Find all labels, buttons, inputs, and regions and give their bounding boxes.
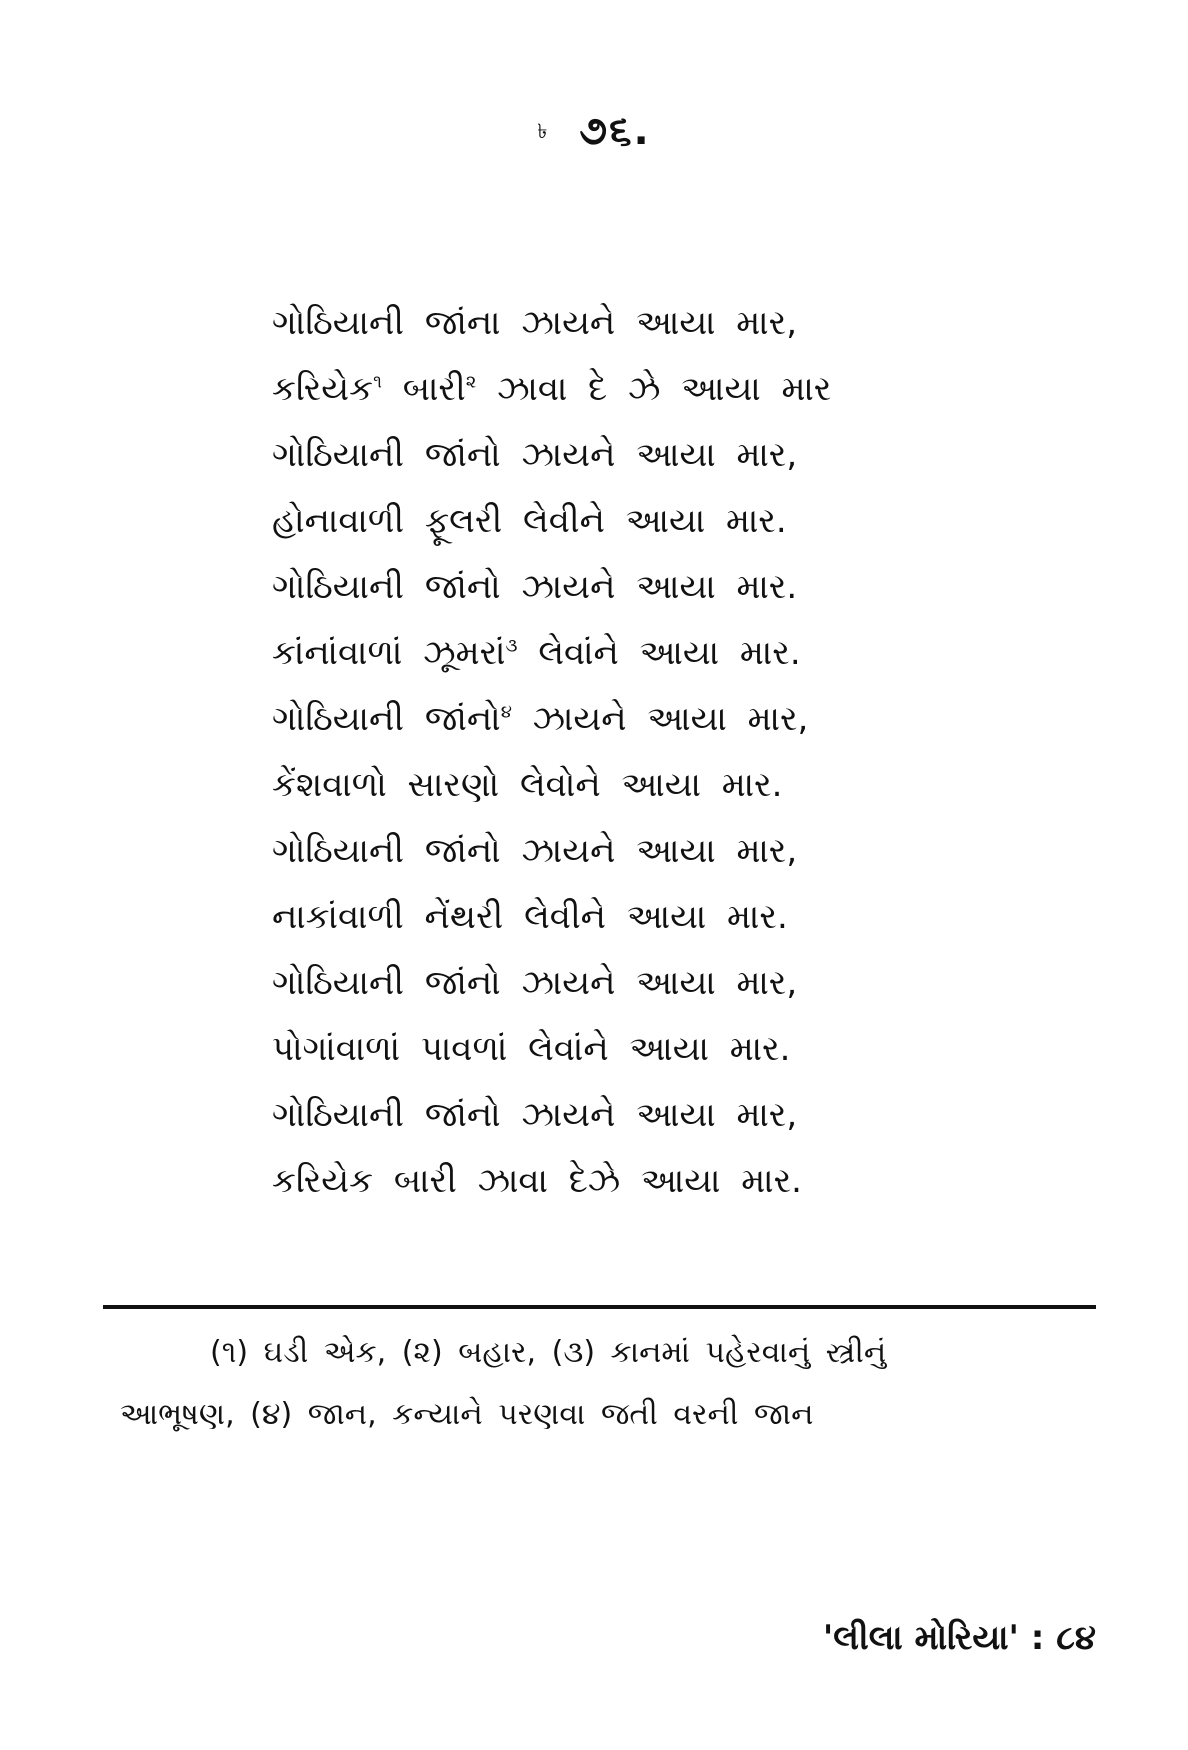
footnote-ref: ૩ [505,635,518,657]
poem-line: ગોઠિયાની જાંના ઝાયને આયા માર, [272,303,798,343]
footnote-line: આભૂષણ, (૪) જાન, કન્યાને પરણવા જતી વરની જાન [120,1397,814,1432]
poem-line: ગોઠિયાની જાંનો ઝાયને આયા માર, [272,831,798,871]
poem-line: કરિયેક$^૧$ બારી$^૨$ ઝાવા દે ઝે આયા માર [272,369,832,409]
footnote-divider [103,1305,1096,1309]
page-number [0,108,1188,154]
source-citation: 'લીલા મોરિયા' : ૮૪ [822,1618,1096,1658]
poem-line: ગોઠિયાની જાંનો$^૪$ ઝાયને આયા માર, [272,699,809,739]
page-number-mark: ৳ [537,118,550,143]
footnotes [120,1322,1096,1446]
poem [272,290,932,1214]
footnote-ref: ૨ [465,371,477,393]
footnote-ref: ૧ [373,371,382,393]
page-number-text: ૭૬. [579,108,651,154]
footnote-ref: ૪ [500,701,512,723]
poem-line: ગોઠિયાની જાંનો ઝાયને આયા માર, [272,963,798,1003]
poem-line: ગોઠિયાની જાંનો ઝાયને આયા માર, [272,1095,798,1135]
poem-line: પોગાંવાળાં પાવળાં લેવાંને આયા માર. [272,1029,791,1069]
footnote-line: (૧) ઘડી એક, (૨) બહાર, (૩) કાનમાં પહેરવાનું સ્ત્રીનું [210,1335,887,1370]
poem-line: હોનાવાળી ફૂલરી લેવીને આયા માર. [272,501,787,541]
poem-line: કરિયેક બારી ઝાવા દેઝે આયા માર. [272,1161,802,1201]
poem-line: નાકાંવાળી નેંથરી લેવીને આયા માર. [272,897,788,937]
poem-line: કાંનાંવાળાં ઝૂમરાં$^૩$ લેવાંને આયા માર. [272,633,801,673]
poem-line: ગોઠિયાની જાંનો ઝાયને આયા માર, [272,435,798,475]
poem-line: ગોઠિયાની જાંનો ઝાયને આયા માર. [272,567,798,607]
poem-line: કેંશવાળો સારણો લેવોને આયા માર. [272,765,783,805]
